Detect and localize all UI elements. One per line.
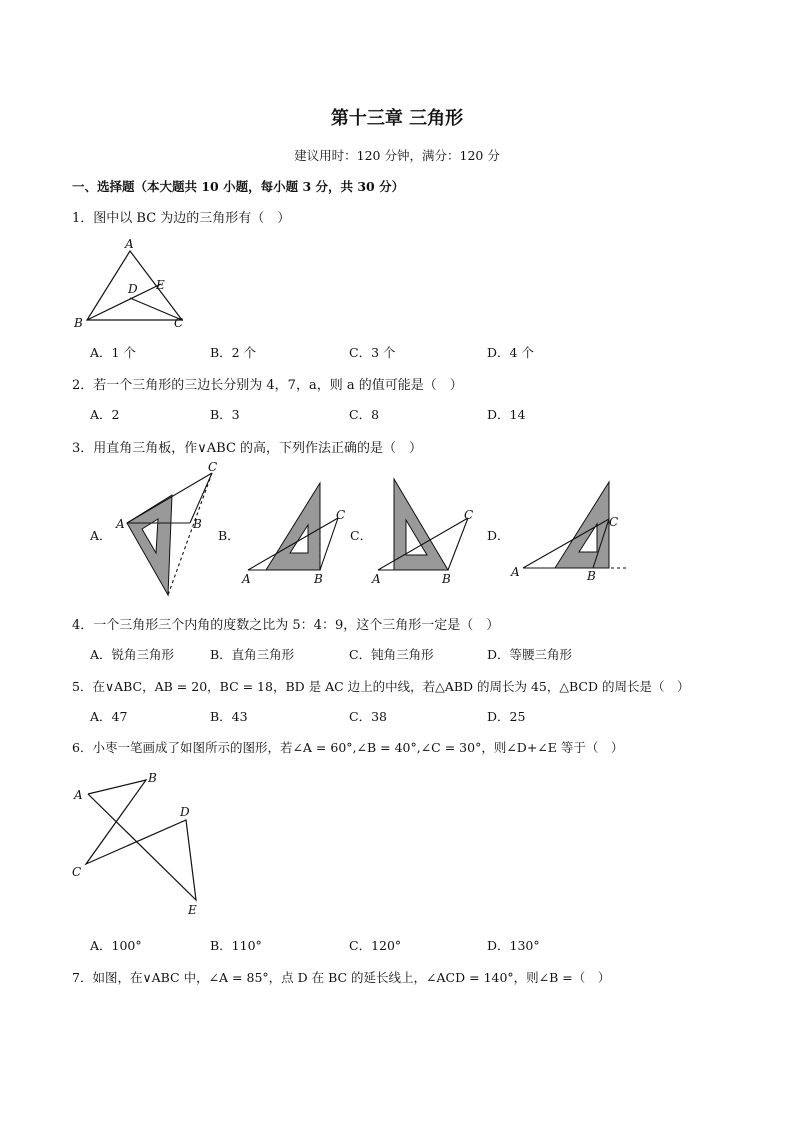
q3-figure-c: [370, 475, 485, 590]
q5-option-b: B．43: [210, 709, 248, 724]
q5-option-a: A．47: [90, 709, 128, 724]
q3c-label-a: A: [372, 572, 381, 586]
q6-label-e: E: [188, 903, 197, 917]
q4-option-b: B．直角三角形: [210, 647, 295, 662]
q6-label-a: A: [74, 788, 83, 802]
q6-label-c: C: [72, 865, 82, 879]
page-title: 第十三章 三角形: [330, 108, 464, 129]
q5-option-c: C．38: [349, 709, 387, 724]
question-1-stem: 1．图中以 BC 为边的三角形有（ ）: [72, 211, 291, 226]
question-7-stem: 7．如图，在∨ABC 中，∠A = 85°，点 D 在 BC 的延长线上，∠ACD = 140°，则∠B =（ ）: [72, 970, 611, 985]
q3c-label-c: C: [464, 508, 474, 522]
q2-option-b: B．3: [210, 407, 240, 422]
q2-option-d: D．14: [487, 407, 526, 422]
q6-label-d: D: [180, 805, 190, 819]
q2-option-c: C．8: [349, 407, 380, 422]
question-6-stem: 6．小枣一笔画成了如图所示的图形，若∠A = 60°,∠B = 40°,∠C = 30°，则∠D+∠E 等于（ ）: [72, 740, 624, 755]
q6-option-d: D．130°: [487, 938, 540, 953]
q3a-label-c: C: [208, 460, 218, 474]
page-subtitle: 建议用时：120 分钟，满分：120 分: [294, 148, 500, 163]
q3-figure-a: [110, 460, 220, 600]
q1-option-a: A．1 个: [90, 345, 136, 360]
q3b-label-c: C: [336, 508, 346, 522]
q3d-label-a: A: [511, 565, 520, 579]
q5-option-d: D．25: [487, 709, 526, 724]
q1-option-d: D．4 个: [487, 345, 534, 360]
q1-label-d: D: [128, 282, 138, 296]
q3b-label-a: A: [242, 572, 251, 586]
question-2-stem: 2．若一个三角形的三边长分别为 4，7，a，则 a 的值可能是（ ）: [72, 378, 463, 393]
q3a-label-a: A: [116, 517, 125, 531]
q1-option-b: B．2 个: [210, 345, 257, 360]
q2-option-a: A．2: [90, 407, 120, 422]
q1-option-c: C．3 个: [349, 345, 396, 360]
question-1-figure: [70, 236, 200, 332]
question-3-stem: 3．用直角三角板，作∨ABC 的高，下列作法正确的是（ ）: [72, 441, 423, 456]
q1-label-a: A: [125, 237, 134, 251]
q3-option-d: D．: [487, 528, 510, 543]
q3d-label-c: C: [609, 515, 619, 529]
section-heading: 一、选择题（本大题共 10 小题，每小题 3 分，共 30 分）: [72, 179, 405, 194]
q3-option-b: B．: [218, 528, 240, 543]
q3-option-a: A．: [90, 528, 112, 543]
q3d-label-b: B: [587, 569, 596, 583]
q6-option-b: B．110°: [210, 938, 262, 953]
q3b-label-b: B: [314, 572, 323, 586]
q4-option-d: D．等腰三角形: [487, 647, 573, 662]
q3-figure-b: [238, 475, 353, 590]
q3-option-c: C．: [350, 528, 373, 543]
q1-label-b: B: [74, 316, 83, 330]
question-6-figure: [70, 768, 210, 918]
q1-label-c: C: [174, 316, 184, 330]
q3a-label-b: B: [193, 517, 202, 531]
q3-figure-d: [507, 478, 632, 588]
question-4-stem: 4．一个三角形三个内角的度数之比为 5：4：9，这个三角形一定是（ ）: [72, 618, 500, 633]
question-5-stem: 5．在∨ABC，AB = 20，BC = 18，BD 是 AC 边上的中线，若△ABD 的周长为 45，△BCD 的周长是（ ）: [72, 679, 690, 694]
q6-option-a: A．100°: [90, 938, 142, 953]
q4-option-c: C．钝角三角形: [349, 647, 434, 662]
q6-label-b: B: [148, 771, 157, 785]
q3c-label-b: B: [442, 572, 451, 586]
q1-label-e: E: [156, 278, 165, 292]
q6-option-c: C．120°: [349, 938, 402, 953]
q4-option-a: A．锐角三角形: [90, 647, 175, 662]
